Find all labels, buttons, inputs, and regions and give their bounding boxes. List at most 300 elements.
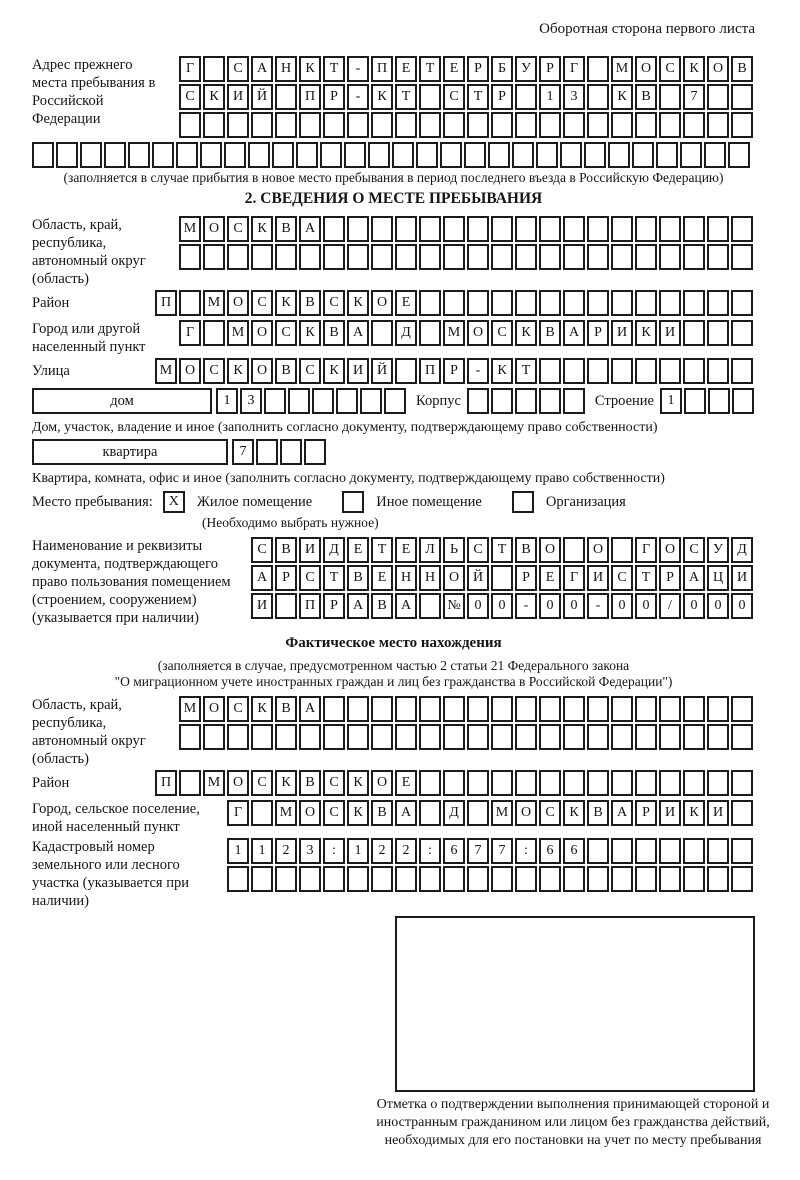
char-cell[interactable]: Т xyxy=(323,565,345,591)
char-cell[interactable]: 0 xyxy=(707,593,729,619)
char-cell[interactable] xyxy=(731,724,753,750)
char-cell[interactable] xyxy=(299,244,321,270)
char-cell[interactable] xyxy=(539,244,561,270)
char-cell[interactable] xyxy=(395,216,417,242)
char-cell[interactable] xyxy=(280,439,302,465)
char-cell[interactable]: М xyxy=(491,800,513,826)
char-cell[interactable]: И xyxy=(659,320,681,346)
char-cell[interactable]: С xyxy=(179,84,201,110)
char-cell[interactable] xyxy=(584,142,606,168)
char-cell[interactable] xyxy=(488,142,510,168)
char-cell[interactable] xyxy=(611,244,633,270)
char-cell[interactable] xyxy=(683,696,705,722)
char-cell[interactable] xyxy=(707,216,729,242)
char-cell[interactable] xyxy=(275,866,297,892)
char-cell[interactable]: К xyxy=(347,800,369,826)
char-cell[interactable]: Г xyxy=(563,565,585,591)
char-cell[interactable] xyxy=(371,216,393,242)
char-cell[interactable]: 6 xyxy=(539,838,561,864)
char-cell[interactable] xyxy=(467,696,489,722)
char-cell[interactable]: Л xyxy=(419,537,441,563)
char-cell[interactable] xyxy=(419,800,441,826)
char-cell[interactable]: 0 xyxy=(563,593,585,619)
char-cell[interactable] xyxy=(360,388,382,414)
char-cell[interactable] xyxy=(227,112,249,138)
char-cell[interactable] xyxy=(683,112,705,138)
char-cell[interactable]: В xyxy=(275,216,297,242)
char-cell[interactable] xyxy=(467,800,489,826)
char-cell[interactable] xyxy=(467,724,489,750)
char-cell[interactable]: А xyxy=(251,56,273,82)
char-cell[interactable] xyxy=(707,358,729,384)
char-cell[interactable]: Е xyxy=(395,770,417,796)
char-cell[interactable]: О xyxy=(587,537,609,563)
char-cell[interactable]: Н xyxy=(275,56,297,82)
char-cell[interactable] xyxy=(371,866,393,892)
char-cell[interactable] xyxy=(611,216,633,242)
char-cell[interactable] xyxy=(371,244,393,270)
char-cell[interactable] xyxy=(347,216,369,242)
char-cell[interactable]: С xyxy=(251,537,273,563)
char-cell[interactable] xyxy=(392,142,414,168)
char-cell[interactable]: 0 xyxy=(491,593,513,619)
char-cell[interactable] xyxy=(203,244,225,270)
char-cell[interactable]: О xyxy=(659,537,681,563)
char-cell[interactable]: / xyxy=(659,593,681,619)
char-cell[interactable] xyxy=(515,216,537,242)
char-cell[interactable]: К xyxy=(515,320,537,346)
char-cell[interactable] xyxy=(275,112,297,138)
char-cell[interactable] xyxy=(635,696,657,722)
char-cell[interactable]: П xyxy=(155,770,177,796)
char-cell[interactable]: В xyxy=(275,537,297,563)
char-cell[interactable] xyxy=(419,84,441,110)
char-cell[interactable]: В xyxy=(371,800,393,826)
char-cell[interactable] xyxy=(587,866,609,892)
char-cell[interactable] xyxy=(419,696,441,722)
char-cell[interactable] xyxy=(731,84,753,110)
char-cell[interactable] xyxy=(563,724,585,750)
char-cell[interactable] xyxy=(731,244,753,270)
char-cell[interactable] xyxy=(251,800,273,826)
char-cell[interactable] xyxy=(275,84,297,110)
char-cell[interactable] xyxy=(491,388,513,414)
char-cell[interactable] xyxy=(419,112,441,138)
char-cell[interactable]: 1 xyxy=(216,388,238,414)
char-cell[interactable] xyxy=(659,838,681,864)
char-cell[interactable] xyxy=(539,112,561,138)
char-cell[interactable] xyxy=(563,112,585,138)
char-cell[interactable]: А xyxy=(347,593,369,619)
char-cell[interactable]: : xyxy=(323,838,345,864)
char-cell[interactable]: М xyxy=(611,56,633,82)
char-cell[interactable]: О xyxy=(371,290,393,316)
char-cell[interactable] xyxy=(539,724,561,750)
char-cell[interactable] xyxy=(251,866,273,892)
char-cell[interactable]: Р xyxy=(491,84,513,110)
char-cell[interactable] xyxy=(587,696,609,722)
char-cell[interactable] xyxy=(659,724,681,750)
char-cell[interactable]: Т xyxy=(635,565,657,591)
char-cell[interactable] xyxy=(563,216,585,242)
char-cell[interactable]: П xyxy=(371,56,393,82)
char-cell[interactable] xyxy=(440,142,462,168)
char-cell[interactable] xyxy=(731,358,753,384)
char-cell[interactable] xyxy=(179,112,201,138)
char-cell[interactable] xyxy=(683,290,705,316)
char-cell[interactable] xyxy=(323,866,345,892)
char-cell[interactable]: 1 xyxy=(660,388,682,414)
char-cell[interactable] xyxy=(539,388,561,414)
char-cell[interactable] xyxy=(659,84,681,110)
char-cell[interactable]: Е xyxy=(443,56,465,82)
char-cell[interactable] xyxy=(179,770,201,796)
char-cell[interactable] xyxy=(491,216,513,242)
char-cell[interactable]: И xyxy=(347,358,369,384)
char-cell[interactable]: С xyxy=(491,320,513,346)
char-cell[interactable] xyxy=(515,112,537,138)
char-cell[interactable]: Р xyxy=(515,565,537,591)
char-cell[interactable] xyxy=(56,142,78,168)
char-cell[interactable] xyxy=(680,142,702,168)
char-cell[interactable] xyxy=(659,216,681,242)
char-cell[interactable] xyxy=(272,142,294,168)
char-cell[interactable] xyxy=(611,770,633,796)
char-cell[interactable] xyxy=(256,439,278,465)
char-cell[interactable]: С xyxy=(539,800,561,826)
char-cell[interactable] xyxy=(395,244,417,270)
char-cell[interactable] xyxy=(299,724,321,750)
char-cell[interactable]: Т xyxy=(323,56,345,82)
char-cell[interactable] xyxy=(611,724,633,750)
char-cell[interactable]: К xyxy=(611,84,633,110)
char-cell[interactable] xyxy=(635,358,657,384)
char-cell[interactable]: : xyxy=(419,838,441,864)
char-cell[interactable]: А xyxy=(611,800,633,826)
char-cell[interactable] xyxy=(515,388,537,414)
char-cell[interactable]: С xyxy=(323,290,345,316)
char-cell[interactable]: К xyxy=(227,358,249,384)
char-cell[interactable] xyxy=(731,112,753,138)
char-cell[interactable]: С xyxy=(227,56,249,82)
char-cell[interactable]: Д xyxy=(323,537,345,563)
char-cell[interactable]: - xyxy=(347,84,369,110)
char-cell[interactable] xyxy=(707,290,729,316)
char-cell[interactable]: В xyxy=(275,696,297,722)
char-cell[interactable] xyxy=(395,358,417,384)
char-cell[interactable] xyxy=(312,388,334,414)
char-cell[interactable] xyxy=(371,724,393,750)
char-cell[interactable] xyxy=(227,724,249,750)
char-cell[interactable] xyxy=(203,112,225,138)
char-cell[interactable]: 2 xyxy=(275,838,297,864)
char-cell[interactable] xyxy=(395,696,417,722)
char-cell[interactable] xyxy=(608,142,630,168)
char-cell[interactable] xyxy=(732,388,754,414)
char-cell[interactable] xyxy=(731,290,753,316)
char-cell[interactable] xyxy=(467,216,489,242)
char-cell[interactable]: О xyxy=(179,358,201,384)
char-cell[interactable]: А xyxy=(683,565,705,591)
char-cell[interactable]: Е xyxy=(395,290,417,316)
char-cell[interactable]: К xyxy=(347,290,369,316)
char-cell[interactable] xyxy=(336,388,358,414)
char-cell[interactable] xyxy=(419,724,441,750)
char-cell[interactable]: К xyxy=(683,56,705,82)
char-cell[interactable]: 1 xyxy=(539,84,561,110)
char-cell[interactable]: 7 xyxy=(491,838,513,864)
char-cell[interactable]: О xyxy=(467,320,489,346)
char-cell[interactable]: К xyxy=(371,84,393,110)
char-cell[interactable] xyxy=(707,770,729,796)
char-cell[interactable] xyxy=(275,593,297,619)
char-cell[interactable]: Р xyxy=(323,593,345,619)
char-cell[interactable] xyxy=(467,290,489,316)
char-cell[interactable] xyxy=(491,112,513,138)
char-cell[interactable] xyxy=(587,84,609,110)
char-cell[interactable] xyxy=(656,142,678,168)
apartment-type-box[interactable]: квартира xyxy=(32,439,228,465)
char-cell[interactable]: С xyxy=(299,358,321,384)
char-cell[interactable] xyxy=(275,724,297,750)
char-cell[interactable] xyxy=(443,244,465,270)
char-cell[interactable] xyxy=(176,142,198,168)
char-cell[interactable] xyxy=(251,112,273,138)
char-cell[interactable] xyxy=(563,866,585,892)
char-cell[interactable]: Г xyxy=(563,56,585,82)
char-cell[interactable] xyxy=(80,142,102,168)
char-cell[interactable] xyxy=(515,84,537,110)
char-cell[interactable] xyxy=(704,142,726,168)
char-cell[interactable]: 1 xyxy=(347,838,369,864)
char-cell[interactable]: П xyxy=(419,358,441,384)
char-cell[interactable]: № xyxy=(443,593,465,619)
char-cell[interactable] xyxy=(467,866,489,892)
char-cell[interactable] xyxy=(683,358,705,384)
char-cell[interactable]: С xyxy=(323,770,345,796)
char-cell[interactable] xyxy=(684,388,706,414)
char-cell[interactable]: Р xyxy=(539,56,561,82)
char-cell[interactable] xyxy=(419,216,441,242)
char-cell[interactable] xyxy=(707,112,729,138)
char-cell[interactable]: Д xyxy=(443,800,465,826)
char-cell[interactable]: М xyxy=(203,770,225,796)
char-cell[interactable]: В xyxy=(539,320,561,346)
char-cell[interactable] xyxy=(611,290,633,316)
char-cell[interactable] xyxy=(395,866,417,892)
char-cell[interactable]: О xyxy=(203,216,225,242)
char-cell[interactable]: А xyxy=(347,320,369,346)
char-cell[interactable] xyxy=(536,142,558,168)
char-cell[interactable] xyxy=(707,84,729,110)
char-cell[interactable] xyxy=(635,724,657,750)
char-cell[interactable] xyxy=(635,216,657,242)
char-cell[interactable]: С xyxy=(203,358,225,384)
char-cell[interactable]: М xyxy=(155,358,177,384)
char-cell[interactable]: К xyxy=(683,800,705,826)
char-cell[interactable]: К xyxy=(251,696,273,722)
char-cell[interactable]: - xyxy=(515,593,537,619)
char-cell[interactable] xyxy=(731,320,753,346)
char-cell[interactable]: Р xyxy=(587,320,609,346)
char-cell[interactable]: С xyxy=(443,84,465,110)
char-cell[interactable] xyxy=(611,696,633,722)
char-cell[interactable]: 1 xyxy=(227,838,249,864)
char-cell[interactable] xyxy=(731,696,753,722)
char-cell[interactable] xyxy=(323,696,345,722)
char-cell[interactable] xyxy=(659,112,681,138)
char-cell[interactable]: - xyxy=(467,358,489,384)
char-cell[interactable]: В xyxy=(299,770,321,796)
char-cell[interactable] xyxy=(707,244,729,270)
char-cell[interactable]: К xyxy=(275,290,297,316)
char-cell[interactable] xyxy=(587,838,609,864)
char-cell[interactable] xyxy=(179,724,201,750)
char-cell[interactable]: У xyxy=(707,537,729,563)
char-cell[interactable] xyxy=(659,866,681,892)
char-cell[interactable] xyxy=(635,290,657,316)
char-cell[interactable] xyxy=(659,358,681,384)
char-cell[interactable]: Й xyxy=(467,565,489,591)
char-cell[interactable] xyxy=(419,770,441,796)
char-cell[interactable] xyxy=(563,696,585,722)
char-cell[interactable]: М xyxy=(275,800,297,826)
char-cell[interactable] xyxy=(659,770,681,796)
char-cell[interactable]: В xyxy=(275,358,297,384)
char-cell[interactable] xyxy=(731,838,753,864)
char-cell[interactable] xyxy=(467,244,489,270)
char-cell[interactable]: В xyxy=(515,537,537,563)
char-cell[interactable]: И xyxy=(611,320,633,346)
char-cell[interactable] xyxy=(323,216,345,242)
char-cell[interactable]: К xyxy=(347,770,369,796)
char-cell[interactable] xyxy=(563,537,585,563)
char-cell[interactable] xyxy=(563,388,585,414)
char-cell[interactable]: 0 xyxy=(611,593,633,619)
char-cell[interactable]: Р xyxy=(467,56,489,82)
char-cell[interactable] xyxy=(251,244,273,270)
char-cell[interactable]: В xyxy=(371,593,393,619)
char-cell[interactable] xyxy=(467,388,489,414)
char-cell[interactable]: Т xyxy=(515,358,537,384)
char-cell[interactable] xyxy=(707,724,729,750)
char-cell[interactable]: М xyxy=(179,216,201,242)
char-cell[interactable] xyxy=(683,770,705,796)
char-cell[interactable]: Е xyxy=(347,537,369,563)
char-cell[interactable] xyxy=(323,244,345,270)
char-cell[interactable] xyxy=(539,290,561,316)
char-cell[interactable] xyxy=(344,142,366,168)
char-cell[interactable]: М xyxy=(227,320,249,346)
char-cell[interactable] xyxy=(635,866,657,892)
char-cell[interactable] xyxy=(128,142,150,168)
char-cell[interactable]: 7 xyxy=(467,838,489,864)
char-cell[interactable] xyxy=(587,724,609,750)
char-cell[interactable]: Г xyxy=(179,56,201,82)
char-cell[interactable] xyxy=(179,290,201,316)
char-cell[interactable] xyxy=(371,112,393,138)
char-cell[interactable] xyxy=(443,770,465,796)
char-cell[interactable] xyxy=(683,724,705,750)
char-cell[interactable] xyxy=(563,358,585,384)
char-cell[interactable] xyxy=(347,696,369,722)
char-cell[interactable]: 0 xyxy=(539,593,561,619)
char-cell[interactable] xyxy=(659,244,681,270)
char-cell[interactable]: Е xyxy=(395,56,417,82)
char-cell[interactable]: Б xyxy=(491,56,513,82)
char-cell[interactable] xyxy=(611,112,633,138)
char-cell[interactable] xyxy=(443,866,465,892)
char-cell[interactable]: А xyxy=(299,696,321,722)
char-cell[interactable]: М xyxy=(203,290,225,316)
char-cell[interactable] xyxy=(443,216,465,242)
char-cell[interactable]: К xyxy=(299,320,321,346)
char-cell[interactable] xyxy=(587,216,609,242)
char-cell[interactable]: Р xyxy=(635,800,657,826)
char-cell[interactable]: 0 xyxy=(467,593,489,619)
char-cell[interactable] xyxy=(539,696,561,722)
char-cell[interactable] xyxy=(491,770,513,796)
char-cell[interactable] xyxy=(635,112,657,138)
char-cell[interactable]: Е xyxy=(395,537,417,563)
char-cell[interactable]: 2 xyxy=(395,838,417,864)
char-cell[interactable] xyxy=(539,770,561,796)
char-cell[interactable]: Н xyxy=(395,565,417,591)
char-cell[interactable]: В xyxy=(299,290,321,316)
char-cell[interactable]: Р xyxy=(275,565,297,591)
char-cell[interactable] xyxy=(288,388,310,414)
char-cell[interactable] xyxy=(227,244,249,270)
char-cell[interactable] xyxy=(419,593,441,619)
char-cell[interactable]: К xyxy=(203,84,225,110)
char-cell[interactable] xyxy=(304,439,326,465)
char-cell[interactable]: Т xyxy=(371,537,393,563)
char-cell[interactable]: Г xyxy=(635,537,657,563)
char-cell[interactable] xyxy=(227,866,249,892)
char-cell[interactable] xyxy=(707,696,729,722)
char-cell[interactable]: К xyxy=(275,770,297,796)
char-cell[interactable] xyxy=(491,724,513,750)
char-cell[interactable]: Р xyxy=(443,358,465,384)
char-cell[interactable] xyxy=(515,290,537,316)
char-cell[interactable] xyxy=(443,696,465,722)
char-cell[interactable]: Т xyxy=(491,537,513,563)
char-cell[interactable]: В xyxy=(635,84,657,110)
char-cell[interactable] xyxy=(491,565,513,591)
char-cell[interactable]: О xyxy=(251,358,273,384)
char-cell[interactable] xyxy=(731,800,753,826)
char-cell[interactable]: 0 xyxy=(731,593,753,619)
char-cell[interactable]: О xyxy=(227,290,249,316)
char-cell[interactable] xyxy=(707,866,729,892)
char-cell[interactable] xyxy=(443,290,465,316)
char-cell[interactable]: Г xyxy=(227,800,249,826)
char-cell[interactable] xyxy=(203,724,225,750)
char-cell[interactable] xyxy=(728,142,750,168)
char-cell[interactable]: К xyxy=(491,358,513,384)
char-cell[interactable]: Д xyxy=(731,537,753,563)
char-cell[interactable] xyxy=(395,724,417,750)
char-cell[interactable] xyxy=(419,244,441,270)
char-cell[interactable] xyxy=(419,866,441,892)
char-cell[interactable]: С xyxy=(227,696,249,722)
char-cell[interactable]: 7 xyxy=(232,439,254,465)
char-cell[interactable] xyxy=(708,388,730,414)
char-cell[interactable] xyxy=(683,866,705,892)
char-cell[interactable]: Е xyxy=(371,565,393,591)
char-cell[interactable] xyxy=(491,244,513,270)
char-cell[interactable]: Т xyxy=(467,84,489,110)
